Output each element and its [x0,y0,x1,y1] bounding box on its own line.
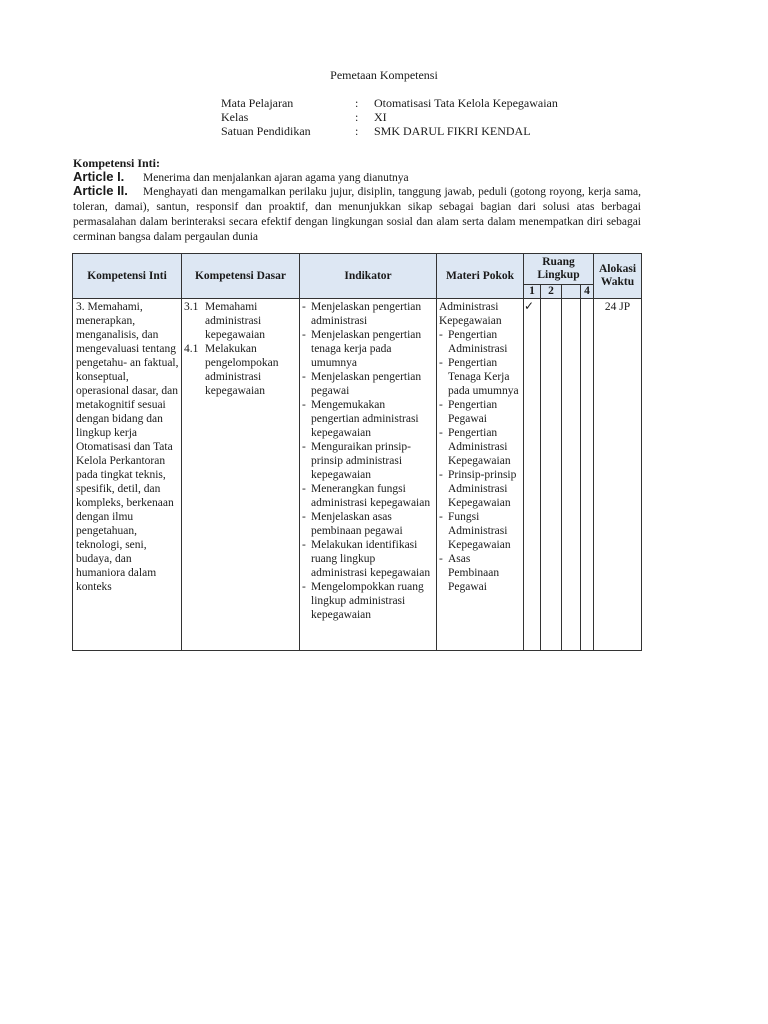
cell-materi-pokok [437,299,524,651]
meta-separator: : [355,96,359,110]
cell-alokasi-waktu [594,299,642,651]
header-kompetensi-dasar: Kompetensi Dasar [182,254,300,299]
indikator-item: - Mengemukakan pengertian administrasi kepegawaian [302,398,434,440]
meta-label: Mata Pelajaran [221,96,294,110]
header-ruang-col: 4 [581,285,594,299]
materi-item: - Fungsi Administrasi Kepegawaian [439,510,521,552]
ki-text: 3. Memahami, menerapkan, menganalisis, dan mengevaluasi tentang pengetahu- an faktual, konseptual, operasional dasar, dan metakognitif sesuai dengan bidang dan lingkup kerja Otomatisasi dan Tata Kelola Perkantoran pada tingkat teknis, spesifik, detil, dan kompleks, berkenaan dengan ilmu pengetahuan, teknologi, seni, budaya, dan humaniora dalam konteks [76,301,179,593]
meta-value: Otomatisasi Tata Kelola Kepegawaian [374,96,558,110]
competency-mapping-table [72,253,642,651]
alokasi-value: 24 JP [604,301,631,313]
indikator-item: - Menjelaskan asas pembinaan pegawai [302,510,434,538]
header-ruang-col: 2 [541,285,562,299]
kompetensi-inti-heading: Kompetensi Inti: [73,156,160,170]
article-label: Article II. [73,183,128,198]
materi-item: - Pengertian Administrasi Kepegawaian [439,426,521,468]
meta-value: XI [374,110,387,124]
article-label: Article I. [73,169,125,184]
materi-item: - Asas Pembinaan Pegawai [439,552,521,594]
meta-label: Satuan Pendidikan [221,124,311,138]
indikator-item: - Mengelompokkan ruang lingkup administrasi kepegawaian [302,580,434,622]
article-2 [73,183,641,245]
header-ruang-col: 1 [524,285,541,299]
header-alokasi-waktu: Alokasi Waktu [594,254,642,299]
indikator-item: - Menerangkan fungsi administrasi kepegawaian [302,482,434,510]
cell-ruang-1 [524,299,541,651]
kd-item [184,300,297,342]
kd-number: 4.1 [184,343,199,355]
indikator-item: - Menjelaskan pengertian administrasi [302,300,434,328]
article-text: Menghayati dan mengamalkan perilaku jujur, disiplin, tanggung jawab, peduli (gotong royong, kerja sama, toleran, damai), santun, responsif dan proaktif, dan menunjukkan sikap sebagai bagian dari solusi atas berbagai permasalahan dalam berinteraksi secara efektif dengan lingkungan sosial dan alam serta dalam menempatkan diri sebagai cerminan bangsa dalam pergaulan dunia [73,186,641,243]
meta-separator: : [355,110,359,124]
kd-text: Memahami administrasi kepegawaian [205,301,266,341]
materi-list [439,328,521,594]
indikator-item: - Menjelaskan pengertian pegawai [302,370,434,398]
cell-kompetensi-dasar [182,299,300,651]
kd-item [184,342,297,398]
header-indikator: Indikator [300,254,437,299]
cell-ruang-2 [541,299,562,651]
materi-item: - Pengertian Administrasi [439,328,521,356]
cell-ruang-4 [581,299,594,651]
document-title: Pemetaan Kompetensi [330,68,438,82]
cell-kompetensi-inti [73,299,182,651]
cell-indikator [300,299,437,651]
cell-ruang-3 [562,299,581,651]
indikator-item: - Melakukan identifikasi ruang lingkup administrasi kepegawaian [302,538,434,580]
meta-value: SMK DARUL FIKRI KENDAL [374,124,531,138]
materi-item: - Pengertian Tenaga Kerja pada umumnya [439,356,521,398]
article-text: Menerima dan menjalankan ajaran agama yang dianutnya [143,172,409,184]
materi-item: - Prinsip-prinsip Administrasi Kepegawaian [439,468,521,510]
meta-separator: : [355,124,359,138]
header-materi-pokok: Materi Pokok [437,254,524,299]
indikator-list [302,300,434,622]
header-kompetensi-inti: Kompetensi Inti [73,254,182,299]
materi-item: - Pengertian Pegawai [439,398,521,426]
meta-label: Kelas [221,110,249,124]
indikator-item: - Menguraikan prinsip-prinsip administrasi kepegawaian [302,440,434,482]
header-ruang-lingkup: Ruang Lingkup [524,254,594,285]
materi-title: Administrasi Kepegawaian [439,301,502,327]
kd-text: Melakukan pengelompokan administrasi kepegawaian [205,343,279,397]
check-icon: ✓ [524,299,535,313]
kd-number: 3.1 [184,301,199,313]
indikator-item: - Menjelaskan pengertian tenaga kerja pada umumnya [302,328,434,370]
header-ruang-col [562,285,581,299]
